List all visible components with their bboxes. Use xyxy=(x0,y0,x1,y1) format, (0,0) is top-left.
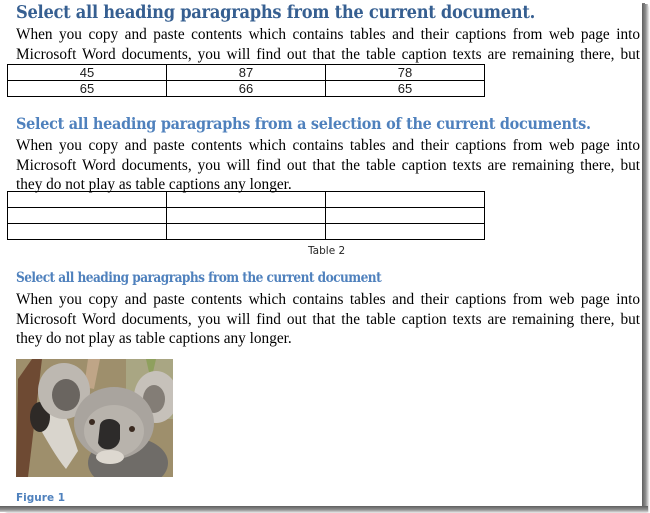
table-2 xyxy=(7,191,485,240)
paragraph-2 xyxy=(16,136,640,195)
koala-photo-icon xyxy=(16,359,173,477)
paragraph-line: they do not play as table captions any longer. xyxy=(16,176,292,193)
paragraph-line: Microsoft Word documents, you will find out that the table caption texts are remaining there, but xyxy=(16,310,640,328)
table-1 xyxy=(7,64,485,97)
heading-2: Select all heading paragraphs from a selection of the current documents. xyxy=(16,114,591,133)
table-cell[interactable] xyxy=(8,192,167,208)
paragraph-line: When you copy and paste contents which contains tables and their captions from web page into xyxy=(16,291,640,308)
table-cell[interactable] xyxy=(326,224,485,240)
table-row xyxy=(8,65,485,81)
paragraph-line: Microsoft Word documents, you will find out that the table caption texts are remaining there, but xyxy=(16,156,640,174)
table-cell[interactable] xyxy=(326,208,485,224)
table-caption: Table 2 xyxy=(308,245,346,257)
page-shadow-bottom xyxy=(0,506,648,512)
heading-3: Select all heading paragraphs from the current document xyxy=(16,270,382,286)
table-cell[interactable]: 78 xyxy=(326,65,485,81)
table-cell[interactable] xyxy=(8,224,167,240)
paragraph-line: When you copy and paste contents which contains tables and their captions from web page into xyxy=(16,26,640,43)
koala-image[interactable] xyxy=(16,359,173,477)
table-row xyxy=(8,224,485,240)
table-cell[interactable] xyxy=(326,192,485,208)
paragraph-3 xyxy=(16,290,640,349)
paragraph-line: Microsoft Word documents, you will find out that the table caption texts are remaining there, but xyxy=(16,45,640,63)
paragraph-line: they do not play as table captions any longer. xyxy=(16,330,292,347)
table-cell[interactable]: 66 xyxy=(167,81,326,97)
table-cell[interactable]: 65 xyxy=(8,81,167,97)
table-cell[interactable] xyxy=(167,224,326,240)
heading-1: Select all heading paragraphs from the current document. xyxy=(16,3,535,23)
table-row xyxy=(8,81,485,97)
table-row xyxy=(8,192,485,208)
table-cell[interactable] xyxy=(167,208,326,224)
table-cell[interactable] xyxy=(8,208,167,224)
table-row xyxy=(8,208,485,224)
table-cell[interactable]: 65 xyxy=(326,81,485,97)
table-cell[interactable] xyxy=(167,192,326,208)
table-cell[interactable]: 87 xyxy=(167,65,326,81)
paragraph-1 xyxy=(16,25,640,64)
figure-caption: Figure 1 xyxy=(16,492,66,504)
paragraph-line: When you copy and paste contents which contains tables and their captions from web page into xyxy=(16,137,640,154)
table-cell[interactable]: 45 xyxy=(8,65,167,81)
page-shadow-right xyxy=(642,4,648,510)
